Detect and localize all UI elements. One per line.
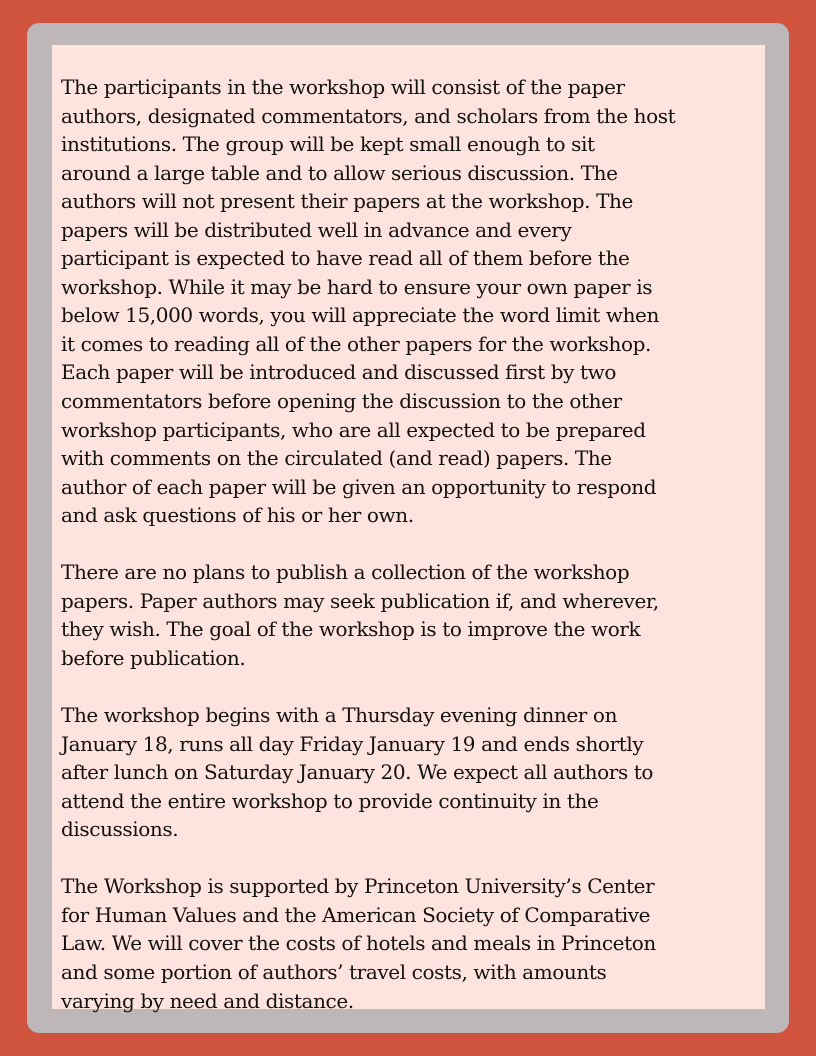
- text-line: and some portion of authors’ travel costs, with amounts: [61, 959, 607, 984]
- text-line: discussions.: [61, 817, 179, 842]
- text-line: varying by need and distance.: [61, 988, 354, 1013]
- text-line: authors, designated commentators, and scholars from the host: [61, 103, 676, 128]
- text-line: participant is expected to have read all of them before the: [61, 246, 630, 271]
- document-body: [52, 45, 765, 1013]
- text-line: and ask questions of his or her own.: [61, 503, 414, 528]
- text-line: The Workshop is supported by Princeton University’s Center: [61, 874, 655, 899]
- text-line: commentators before opening the discussion to the other: [61, 389, 622, 414]
- text-line: Law. We will cover the costs of hotels and meals in Princeton: [61, 931, 656, 956]
- paragraph-support: [61, 872, 765, 1015]
- text-line: author of each paper will be given an opportunity to respond: [61, 474, 657, 499]
- text-line: Each paper will be introduced and discussed first by two: [61, 360, 617, 385]
- text-line: after lunch on Saturday January 20. We expect all authors to: [61, 760, 654, 785]
- text-line: papers will be distributed well in advance and every: [61, 217, 572, 242]
- text-line: around a large table and to allow serious discussion. The: [61, 160, 618, 185]
- text-line: it comes to reading all of the other papers for the workshop.: [61, 331, 651, 356]
- text-line: before publication.: [61, 645, 246, 670]
- text-line: The workshop begins with a Thursday evening dinner on: [61, 703, 618, 728]
- page-frame: [27, 23, 789, 1033]
- text-line: below 15,000 words, you will appreciate the word limit when: [61, 303, 659, 328]
- text-line: There are no plans to publish a collection of the workshop: [61, 560, 630, 585]
- text-line: for Human Values and the American Society of Comparative: [61, 902, 651, 927]
- text-line: authors will not present their papers at the workshop. The: [61, 189, 633, 214]
- text-line: January 18, runs all day Friday January 19 and ends shortly: [61, 731, 644, 756]
- text-line: The participants in the workshop will consist of the paper: [61, 75, 625, 99]
- text-line: they wish. The goal of the workshop is to improve the work: [61, 617, 641, 642]
- paragraph-publication: [61, 558, 765, 672]
- text-line: with comments on the circulated (and read) papers. The: [61, 446, 612, 471]
- paragraph-schedule: [61, 701, 765, 844]
- text-line: workshop. While it may be hard to ensure your own paper is: [61, 274, 653, 299]
- text-line: institutions. The group will be kept small enough to sit: [61, 132, 595, 157]
- text-line: workshop participants, who are all expected to be prepared: [61, 417, 646, 442]
- text-line: attend the entire workshop to provide continuity in the: [61, 788, 599, 813]
- text-line: papers. Paper authors may seek publication if, and wherever,: [61, 588, 659, 613]
- paragraph-participants: [61, 73, 765, 530]
